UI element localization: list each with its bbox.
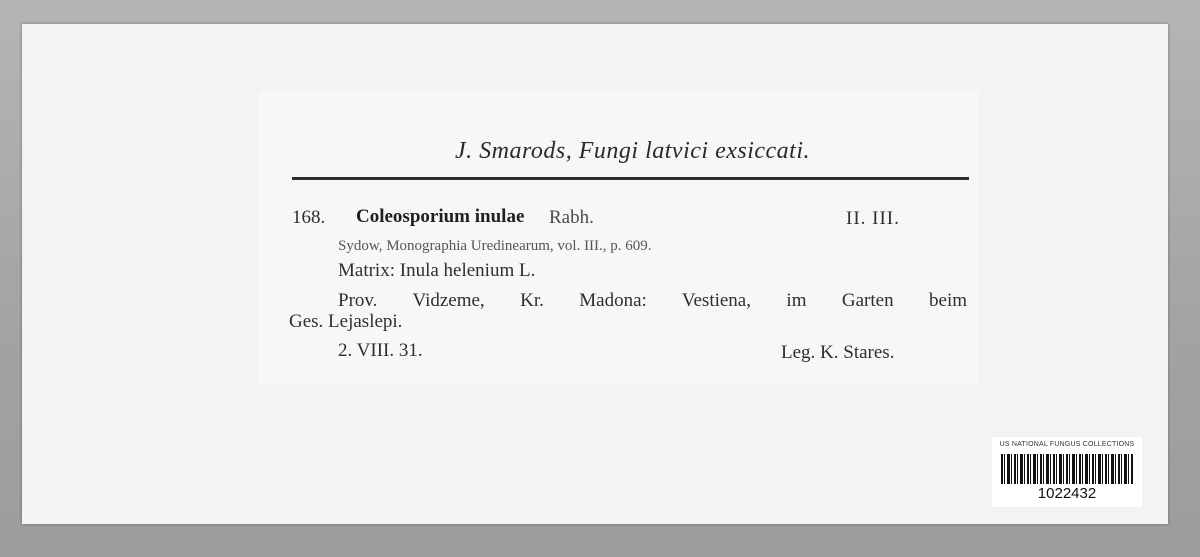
- literature-reference: Sydow, Monographia Uredinearum, vol. III., p. 609.: [338, 238, 652, 254]
- species-author: Rabh.: [549, 207, 594, 228]
- locality-line-1: Prov. Vidzeme, Kr. Madona: Vestiena, im Garten beim: [338, 290, 967, 311]
- host-matrix: Matrix: Inula helenium L.: [338, 260, 536, 281]
- barcode-label: [992, 437, 1142, 507]
- locality-line-2: Ges. Lejaslepi.: [289, 311, 403, 332]
- barcode-caption: US NATIONAL FUNGUS COLLECTIONS: [999, 441, 1135, 448]
- barcode-number: 1022432: [1037, 485, 1097, 502]
- spore-stages: II. III.: [846, 208, 900, 229]
- barcode-bars-icon: [1001, 454, 1133, 484]
- collector: Leg. K. Stares.: [781, 342, 895, 363]
- label-title: J. Smarods, Fungi latvici exsiccati.: [454, 138, 811, 164]
- title-rule: [292, 177, 969, 180]
- collection-date: 2. VIII. 31.: [338, 340, 423, 361]
- exsiccata-number: 168.: [292, 207, 326, 228]
- species-name: Coleosporium inulae: [356, 206, 525, 227]
